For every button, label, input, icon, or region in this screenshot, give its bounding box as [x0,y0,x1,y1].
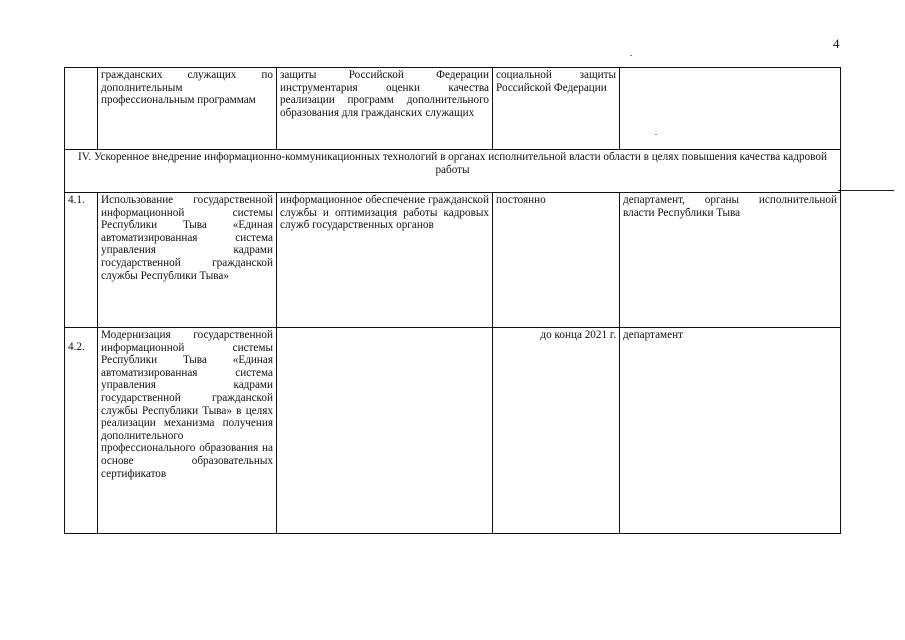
table-row-continued [65,68,841,150]
row-number: 4.1. [65,193,98,328]
table-row [65,328,841,534]
cell-responsible [620,68,841,150]
cell-result [277,328,493,534]
cell-responsible: департамент, органы исполнительной власти Республики Тыва [620,193,841,328]
scan-line-artifact [838,190,894,191]
cell-deadline: постоянно [493,193,620,328]
scan-speck [630,55,632,56]
cell-deadline: до конца 2021 г. [493,328,620,534]
section-heading-row [65,150,841,193]
cell-num [65,68,98,150]
cell-measure: гражданских служащих по дополнительным профессиональным программам [98,68,277,150]
cell-result: защиты Российской Федерации инструментария оценки качества реализации программ дополнительного образования для гражданских служащих [277,68,493,150]
row-number: 4.2. [68,341,85,353]
table-row [65,193,841,328]
cell-responsible: департамент [620,328,841,534]
measures-table [64,67,841,534]
page-number: 4 [833,36,840,51]
cell-result: информационное обеспечение гражданской службы и оптимизация работы кадровых служб государственных органов [277,193,493,328]
cell-measure: Модернизация государственной информационной системы Республики Тыва «Единая автоматизированная система управления кадрами государственной гражданской службы Республики Тыва» в целях реализации механизма получения дополнительного профессионального образования на основе образовательных сертификатов [98,328,277,534]
cell-deadline: социальной защиты Российской Федерации [493,68,620,150]
cell-measure: Использование государственной информационной системы Республики Тыва «Единая автоматизированная система управления кадрами государственной гражданской службы Республики Тыва» [98,193,277,328]
row-number-cell [65,328,98,534]
section-heading: IV. Ускоренное внедрение информационно-коммуникационных технологий в органах исполнительной власти области в целях повышения качества кадровой работы [65,150,841,193]
